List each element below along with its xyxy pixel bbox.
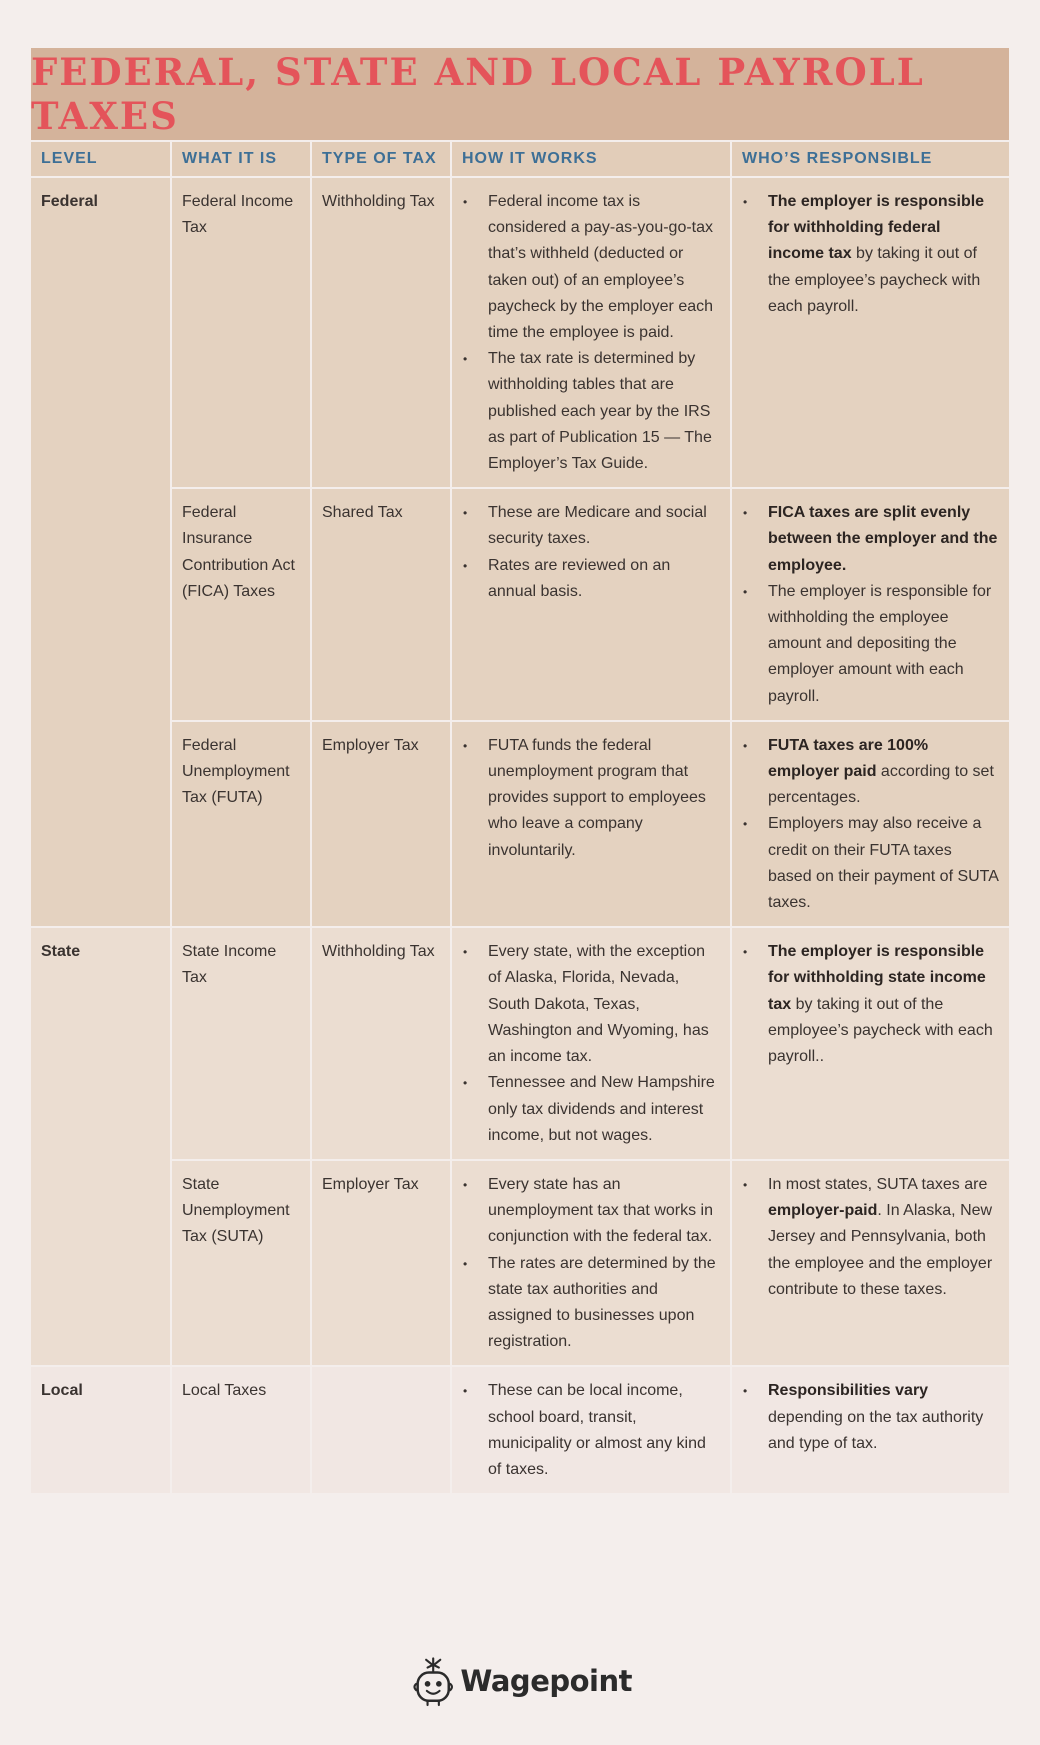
table-row — [31, 1160, 1009, 1366]
list-item: • Tennessee and New Hampshire only tax dividends and interest income, but not wages. — [462, 1070, 720, 1149]
level-cell-state: State — [31, 927, 171, 1366]
list-item: • Every state, with the exception of Alaska, Florida, Nevada, South Dakota, Texas, Washington and Wyoming, has an income tax. — [462, 939, 720, 1070]
list-item: • Every state has an unemployment tax that works in conjunction with the federal tax. — [462, 1172, 720, 1251]
wagepoint-logo[interactable] — [412, 1645, 632, 1717]
header-type-of-tax: TYPE OF TAX — [311, 142, 451, 177]
logo-wordmark: Wagepoint — [460, 1664, 632, 1698]
header-whos-responsible: WHO’S RESPONSIBLE — [731, 142, 1009, 177]
who-cell — [731, 1160, 1009, 1366]
table-row — [31, 927, 1009, 1160]
list-item: • The employer is responsible for withholding federal income tax by taking it out of the employee’s paycheck with each payroll. — [742, 189, 999, 320]
payroll-taxes-table — [31, 142, 1009, 1495]
list-item: • These can be local income, school board, transit, municipality or almost any kind of taxes. — [462, 1378, 720, 1483]
how-cell — [451, 488, 731, 721]
what-cell: Local Taxes — [171, 1366, 311, 1494]
header-level: LEVEL — [31, 142, 171, 177]
type-cell: Withholding Tax — [311, 927, 451, 1160]
payroll-taxes-sheet — [31, 48, 1009, 1495]
page-title: FEDERAL, STATE AND LOCAL PAYROLL TAXES — [31, 50, 925, 138]
level-cell-federal: Federal — [31, 177, 171, 927]
list-item: • The rates are determined by the state tax authorities and assigned to businesses upon registration. — [462, 1251, 720, 1356]
type-cell: Employer Tax — [311, 721, 451, 927]
list-item: • FICA taxes are split evenly between the employer and the employee. — [742, 500, 999, 579]
header-what-it-is: WHAT IT IS — [171, 142, 311, 177]
table-header-row — [31, 142, 1009, 177]
what-cell: Federal Income Tax — [171, 177, 311, 488]
table-row — [31, 1366, 1009, 1494]
header-how-it-works: HOW IT WORKS — [451, 142, 731, 177]
who-cell — [731, 177, 1009, 488]
how-cell — [451, 1160, 731, 1366]
table-row — [31, 488, 1009, 721]
what-cell: Federal Unemployment Tax (FUTA) — [171, 721, 311, 927]
list-item: • The tax rate is determined by withholding tables that are published each year by the IRS as part of Publication 15 — The Employer’s Tax Guide. — [462, 346, 720, 477]
how-cell — [451, 177, 731, 488]
type-cell: Shared Tax — [311, 488, 451, 721]
what-cell: Federal Insurance Contribution Act (FICA) Taxes — [171, 488, 311, 721]
list-item: • Federal income tax is considered a pay-as-you-go-tax that’s withheld (deducted or taken out) of an employee’s paycheck by the employer each time the employee is paid. — [462, 189, 720, 346]
type-cell — [311, 1366, 451, 1494]
who-cell — [731, 721, 1009, 927]
table-row — [31, 721, 1009, 927]
who-cell — [731, 1366, 1009, 1494]
list-item: • FUTA funds the federal unemployment program that provides support to employees who leave a company involuntarily. — [462, 733, 720, 864]
how-cell — [451, 721, 731, 927]
what-cell: State Income Tax — [171, 927, 311, 1160]
how-cell — [451, 927, 731, 1160]
table-row — [31, 177, 1009, 488]
what-cell: State Unemployment Tax (SUTA) — [171, 1160, 311, 1366]
title-bar — [31, 48, 1009, 142]
level-cell-local: Local — [31, 1366, 171, 1494]
wagepoint-mascot-icon — [412, 1645, 454, 1717]
list-item: • These are Medicare and social security taxes. — [462, 500, 720, 552]
list-item: • Responsibilities vary depending on the tax authority and type of tax. — [742, 1378, 999, 1457]
list-item: • The employer is responsible for withholding the employee amount and depositing the employer amount with each payroll. — [742, 579, 999, 710]
how-cell — [451, 1366, 731, 1494]
list-item: • The employer is responsible for withholding state income tax by taking it out of the employee’s paycheck with each payroll.. — [742, 939, 999, 1070]
type-cell: Employer Tax — [311, 1160, 451, 1366]
list-item: • Rates are reviewed on an annual basis. — [462, 553, 720, 605]
who-cell — [731, 488, 1009, 721]
list-item: • Employers may also receive a credit on their FUTA taxes based on their payment of SUTA taxes. — [742, 811, 999, 916]
who-cell — [731, 927, 1009, 1160]
type-cell: Withholding Tax — [311, 177, 451, 488]
list-item: • FUTA taxes are 100% employer paid according to set percentages. — [742, 733, 999, 812]
list-item: • In most states, SUTA taxes are employer-paid. In Alaska, New Jersey and Pennsylvania, both the employee and the employer contribute to these taxes. — [742, 1172, 999, 1303]
